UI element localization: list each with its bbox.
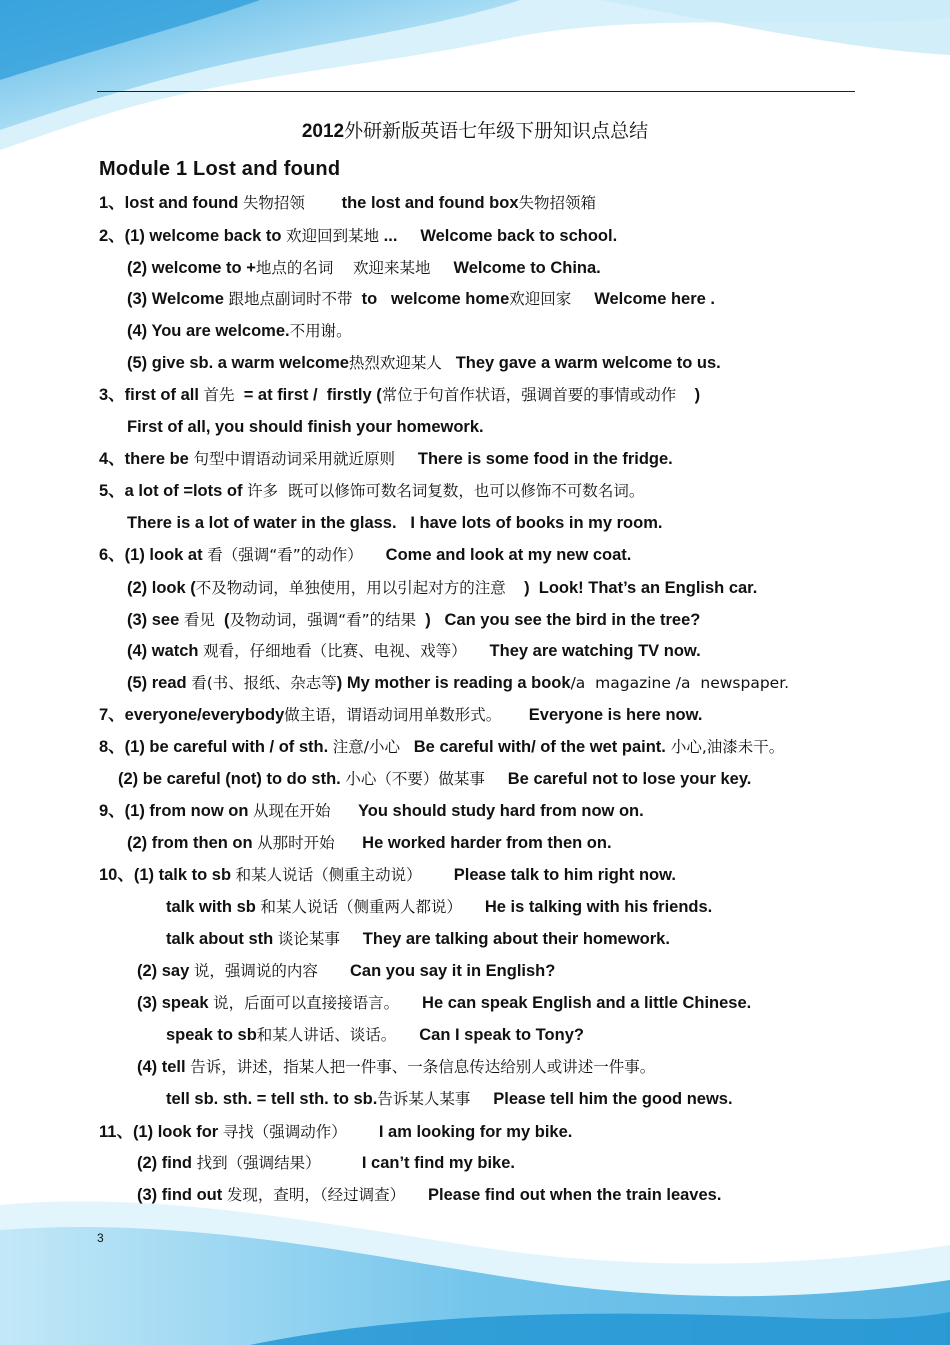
chinese-text: 小心,油漆未干。 bbox=[665, 738, 785, 756]
english-text: (4) watch bbox=[127, 642, 204, 660]
english-text: 3、first of all bbox=[99, 386, 204, 404]
english-text: There is some food in the fridge. bbox=[394, 450, 673, 468]
chinese-text: 和某人讲话、谈话。 bbox=[256, 1026, 397, 1044]
knowledge-point-line bbox=[127, 641, 701, 661]
english-text: speak to sb bbox=[166, 1026, 257, 1044]
english-text: ) bbox=[676, 386, 701, 404]
module-heading: Module 1 Lost and found bbox=[99, 158, 341, 180]
knowledge-point-line bbox=[127, 353, 721, 373]
english-text: He can speak English and a little Chinese. bbox=[399, 994, 752, 1012]
english-text: Please tell him the good news. bbox=[470, 1090, 733, 1108]
chinese-text: 从现在开始 bbox=[253, 802, 331, 820]
knowledge-point-line bbox=[99, 481, 644, 501]
english-text: talk with sb bbox=[166, 898, 261, 916]
chinese-text: 注意/小心 bbox=[332, 738, 401, 756]
english-text: ) My mother is reading a book bbox=[336, 674, 571, 692]
knowledge-point-line bbox=[99, 705, 702, 725]
english-text: 6、(1) look at bbox=[99, 546, 208, 564]
knowledge-point-line bbox=[166, 1089, 733, 1109]
english-text: tell sb. sth. = tell sth. to sb. bbox=[166, 1090, 378, 1108]
knowledge-point-line bbox=[166, 897, 712, 917]
chinese-text: 寻找（强调动作） bbox=[222, 1123, 347, 1141]
english-text: He worked harder from then on. bbox=[334, 834, 612, 852]
page-title bbox=[0, 116, 950, 143]
english-text: (3) speak bbox=[137, 994, 214, 1012]
english-text: 4、there be bbox=[99, 450, 194, 468]
chinese-text: 告诉，讲述，指某人把一件事、一条信息传达给别人或讲述一件事。 bbox=[190, 1058, 656, 1076]
knowledge-point-line bbox=[127, 289, 715, 309]
knowledge-point-line bbox=[127, 578, 757, 598]
english-text: 8、(1) be careful with / of sth. bbox=[99, 738, 333, 756]
chinese-text: 地点的名词 欢迎来某地 bbox=[255, 259, 431, 277]
english-text: ) Look! That’s an English car. bbox=[505, 579, 758, 597]
english-text: (5) read bbox=[127, 674, 192, 692]
english-text: (2) look ( bbox=[127, 579, 196, 597]
english-text: ( bbox=[214, 611, 230, 629]
chinese-text: 常位于句首作状语，强调首要的事情或动作 bbox=[381, 386, 677, 404]
chinese-text: 和某人说话（侧重两人都说） bbox=[260, 898, 462, 916]
knowledge-point-line bbox=[99, 385, 700, 405]
english-text: They gave a warm welcome to us. bbox=[441, 354, 721, 372]
english-text: Please talk to him right now. bbox=[421, 866, 676, 884]
chinese-text: 看（强调“看”的动作） bbox=[207, 546, 363, 564]
title-text: 外研新版英语七年级下册知识点总结 bbox=[344, 121, 649, 142]
english-text: 7、everyone/everybody bbox=[99, 706, 285, 724]
english-text: Welcome to China. bbox=[430, 259, 601, 277]
knowledge-point-line bbox=[127, 673, 789, 693]
knowledge-point-line bbox=[166, 1025, 584, 1045]
english-text: ... Welcome back to school. bbox=[379, 227, 618, 245]
english-text: Be careful with/ of the wet paint. bbox=[400, 738, 666, 756]
knowledge-point-line bbox=[99, 193, 596, 213]
chinese-text: 找到（强调结果） bbox=[196, 1154, 321, 1172]
chinese-text: 说，强调说的内容 bbox=[193, 962, 318, 980]
english-text: (2) say bbox=[137, 962, 194, 980]
knowledge-point-line bbox=[137, 993, 751, 1013]
english-text: Everyone is here now. bbox=[501, 706, 703, 724]
english-text: Please find out when the train leaves. bbox=[405, 1186, 722, 1204]
english-text: (2) welcome to + bbox=[127, 259, 256, 277]
english-text: Be careful not to lose your key. bbox=[484, 770, 752, 788]
title-year: 2012 bbox=[301, 121, 345, 142]
chinese-text: 小心（不要）做某事 bbox=[345, 770, 485, 788]
chinese-text: 说，后面可以直接接语言。 bbox=[213, 994, 400, 1012]
english-text: 2、(1) welcome back to bbox=[99, 227, 287, 245]
chinese-text: 谈论某事 bbox=[277, 930, 340, 948]
chinese-text: 看( bbox=[191, 674, 213, 692]
english-text: I am looking for my bike. bbox=[346, 1123, 573, 1141]
english-text: 5、a lot of =lots of bbox=[99, 482, 248, 500]
chinese-text: 许多 既可以修饰可数名词复数，也可以修饰不可数名词。 bbox=[247, 482, 645, 500]
english-text: 9、(1) from now on bbox=[99, 802, 253, 820]
knowledge-point-line bbox=[99, 801, 644, 821]
chinese-text: 不用谢。 bbox=[289, 322, 352, 340]
english-text: You should study hard from now on. bbox=[330, 802, 644, 820]
chinese-text: 首先 bbox=[203, 386, 235, 404]
knowledge-point-line bbox=[99, 865, 676, 885]
knowledge-point-line bbox=[127, 258, 601, 278]
knowledge-point-line bbox=[127, 833, 612, 853]
chinese-text: 及物动词，强调“看”的结果 bbox=[229, 611, 417, 629]
chinese-text: 发现，查明，（经过调查） bbox=[226, 1186, 406, 1204]
english-text: ) Can you see the bird in the tree? bbox=[416, 611, 701, 629]
english-text: I can’t find my bike. bbox=[320, 1154, 515, 1172]
chinese-text: /a magazine /a newspaper. bbox=[570, 674, 790, 692]
knowledge-point-line bbox=[127, 610, 700, 630]
knowledge-point-line bbox=[99, 226, 617, 246]
chinese-text: 不及物动词，单独使用，用以引起对方的注意 bbox=[195, 579, 506, 597]
english-text: (3) see bbox=[127, 611, 184, 629]
english-text: They are watching TV now. bbox=[466, 642, 701, 660]
english-text: (3) find out bbox=[137, 1186, 227, 1204]
chinese-text: 书、报纸、杂志等 bbox=[212, 674, 337, 692]
chinese-text: 跟地点副词时不带 bbox=[228, 290, 353, 308]
knowledge-point-line bbox=[137, 1153, 515, 1173]
chinese-text: 热烈欢迎某人 bbox=[348, 354, 442, 372]
chinese-text: 欢迎回到某地 bbox=[286, 227, 380, 245]
english-text: to welcome home bbox=[352, 290, 510, 308]
chinese-text: 失物招领 bbox=[242, 194, 305, 212]
english-text: They are talking about their homework. bbox=[339, 930, 670, 948]
knowledge-point-line bbox=[99, 449, 673, 469]
chinese-text: 欢迎回家 bbox=[509, 290, 572, 308]
english-text: Welcome here . bbox=[571, 290, 715, 308]
chinese-text: 观看，仔细地看（比赛、电视、戏等） bbox=[203, 642, 467, 660]
knowledge-point-line bbox=[137, 1185, 721, 1205]
english-text: (5) give sb. a warm welcome bbox=[127, 354, 349, 372]
knowledge-point-line bbox=[99, 737, 784, 757]
knowledge-point-line bbox=[127, 513, 662, 533]
chinese-text: 看见 bbox=[183, 611, 215, 629]
english-text: (2) be careful (not) to do sth. bbox=[118, 770, 346, 788]
knowledge-point-line bbox=[127, 321, 352, 341]
knowledge-point-line bbox=[166, 929, 670, 949]
english-text: 1、lost and found bbox=[99, 194, 243, 212]
english-text: 10、(1) talk to sb bbox=[99, 866, 236, 884]
english-text: There is a lot of water in the glass. I have lots of books in my room. bbox=[127, 514, 663, 532]
english-text: Can you say it in English? bbox=[317, 962, 556, 980]
chinese-text: 告诉某人某事 bbox=[377, 1090, 471, 1108]
knowledge-point-line bbox=[99, 1122, 572, 1142]
english-text: 11、(1) look for bbox=[99, 1123, 223, 1141]
knowledge-point-line bbox=[137, 1057, 655, 1077]
chinese-text: 失物招领箱 bbox=[518, 194, 597, 212]
chinese-text: 和某人说话（侧重主动说） bbox=[235, 866, 422, 884]
knowledge-point-line bbox=[99, 545, 631, 565]
chinese-text: 做主语，谓语动词用单数形式。 bbox=[284, 706, 502, 724]
english-text: the lost and found box bbox=[304, 194, 519, 212]
header-rule bbox=[97, 91, 855, 92]
english-text: (4) tell bbox=[137, 1058, 191, 1076]
knowledge-point-line bbox=[137, 961, 555, 981]
english-text: He is talking with his friends. bbox=[461, 898, 713, 916]
english-text: (3) Welcome bbox=[127, 290, 229, 308]
knowledge-point-line bbox=[127, 417, 484, 437]
english-text: Can I speak to Tony? bbox=[396, 1026, 584, 1044]
english-text: First of all, you should finish your homework. bbox=[127, 418, 484, 436]
english-text: talk about sth bbox=[166, 930, 278, 948]
english-text: Come and look at my new coat. bbox=[362, 546, 632, 564]
english-text: = at first / firstly ( bbox=[234, 386, 382, 404]
chinese-text: 从那时开始 bbox=[257, 834, 335, 852]
knowledge-point-line bbox=[118, 769, 751, 789]
english-text: (2) find bbox=[137, 1154, 197, 1172]
page-number: 3 bbox=[97, 1231, 104, 1245]
english-text: (4) You are welcome. bbox=[127, 322, 290, 340]
english-text: (2) from then on bbox=[127, 834, 258, 852]
chinese-text: 句型中谓语动词采用就近原则 bbox=[193, 450, 395, 468]
